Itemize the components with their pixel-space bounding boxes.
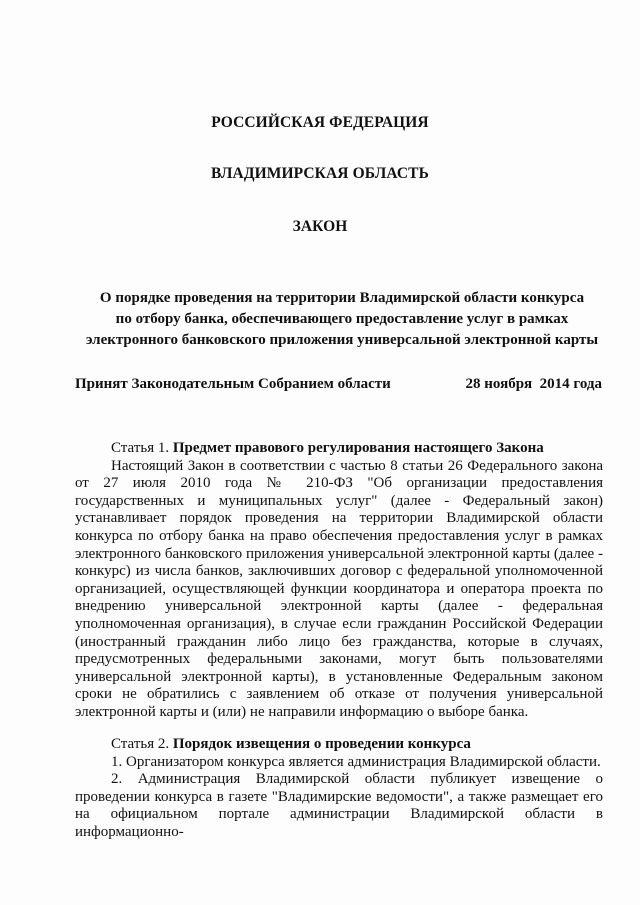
article-heading (75, 440, 603, 458)
article-number: Статья 2. (111, 736, 173, 752)
adopted-by: Принят Законодательным Собранием области (75, 376, 391, 392)
article-2 (75, 736, 603, 842)
article-paragraph: 2. Администрация Владимирской области публикует извещение о проведении конкурса в газете "Владимирские ведомости", а также размещает его на официальном портале администрации Владимирской области в информационно- (75, 771, 603, 840)
country-heading: РОССИЙСКАЯ ФЕДЕРАЦИЯ (211, 114, 429, 131)
subject-line-1: О порядке проведения на территории Владимирской области конкурса (99, 290, 585, 306)
article-paragraph: 1. Организатором конкурса является администрация Владимирской области. (111, 753, 601, 770)
subject-line-3: электронного банковского приложения универсальной электронной карты (85, 332, 599, 348)
article-heading (75, 736, 603, 754)
adoption-date: 28 ноября 2014 года (465, 376, 602, 392)
article-title: Предмет правового регулирования настоящего Закона (172, 440, 544, 456)
article-number: Статья 1. (111, 440, 173, 456)
region-heading: ВЛАДИМИРСКАЯ ОБЛАСТЬ (211, 165, 429, 182)
law-subject-title (74, 288, 610, 351)
article-paragraph: Настоящий Закон в соответствии с частью 8 статьи 26 Федерального закона от 27 июля 2010 года № 210-ФЗ "Об организации предоставления государственных и муниципальных услуг" (далее - Федеральный закон) устанавливает порядок проведения на территории Владимирской области конкурса по отбору банка на право обеспечения предоставления услуг в рамках электронного банковского приложения универсальной электронной карты (далее - конкурс) из числа банков, заключивших договор с федеральной уполномоченной организацией, осуществляющей функции координатора и оператора проекта по внедрению универсальной электронной карты (далее - федеральная уполномоченная организация), в случае если гражданин Российской Федерации (иностранный гражданин либо лицо без гражданства, которые в случаях, предусмотренных федеральными законами, могут быть пользователями универсальной электронной карты), в установленные Федеральным законом сроки не обратились с заявлением об отказе от получения универсальной электронной карты и (или) не направили информацию о выборе банка. (75, 457, 603, 720)
subject-line-2: по отбору банка, обеспечивающего предоставление услуг в рамках (115, 311, 569, 327)
document-type-heading: ЗАКОН (292, 218, 348, 235)
article-1 (75, 440, 603, 722)
article-title: Порядок извещения о проведении конкурса (172, 736, 471, 752)
